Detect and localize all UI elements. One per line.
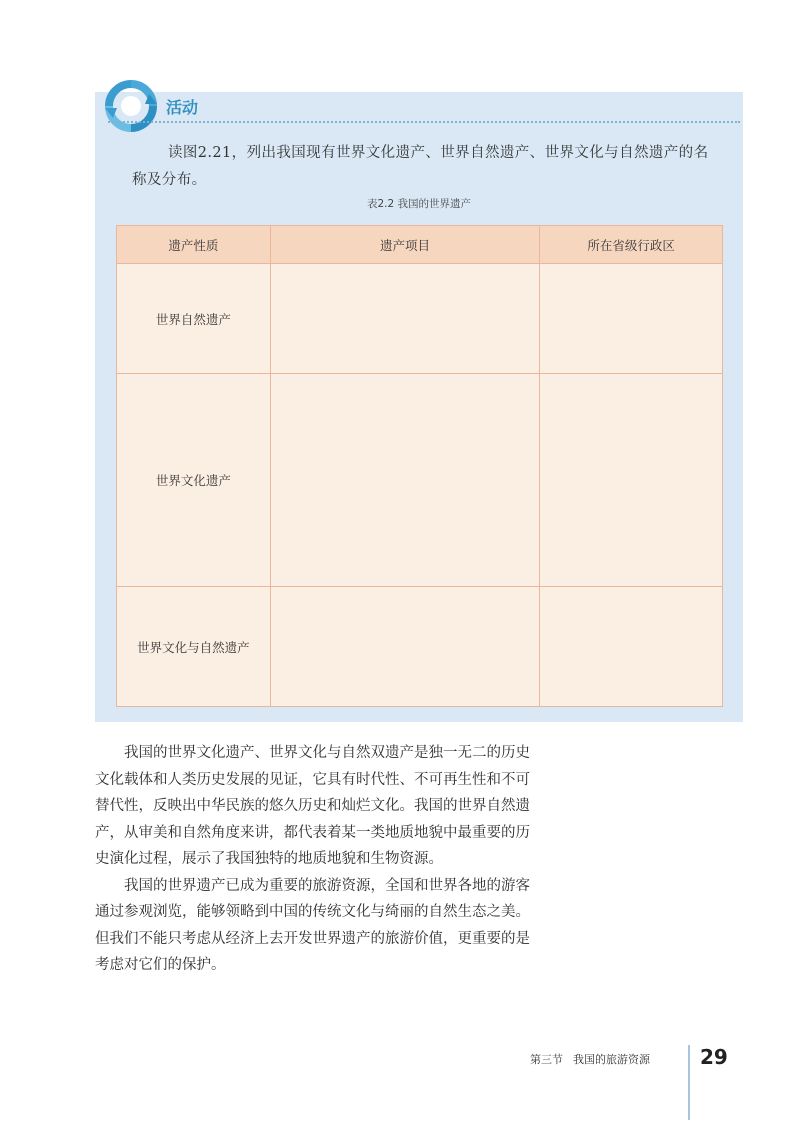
footer-section-title [530,1051,660,1067]
table-row [117,374,723,587]
blank-cell[interactable] [540,264,723,374]
table-caption: 表2.2 我国的世界遗产 [366,198,472,210]
blank-cell[interactable] [270,264,540,374]
blank-cell[interactable] [270,587,540,707]
dotted-divider [108,121,740,123]
header-heritage-items: 遗产项目 [270,226,540,264]
paragraph-1: 我国的世界文化遗产、世界文化与自然双遗产是独一无二的历史文化载体和人类历史发展的见证，它具有时代性、不可再生性和不可替代性，反映出中华民族的悠久历史和灿烂文化。我国的世界自然遗产，从审美和自然角度来讲，都代表着某一类地质地貌中最重要的历史演化过程，展示了我国独特的地质地貌和生物资源。 [95,745,530,867]
heritage-table [116,225,723,707]
footer-section-label: 第三节 [530,1053,563,1066]
activity-title: 活动 [166,98,199,117]
activity-cycle-icon [105,80,157,132]
blank-cell[interactable] [270,374,540,587]
row-type-cultural: 世界文化遗产 [117,374,271,587]
activity-instruction [132,140,722,194]
body-text [95,740,530,979]
header-province: 所在省级行政区 [540,226,723,264]
paragraph-2: 我国的世界遗产已成为重要的旅游资源，全国和世界各地的游客通过参观浏览，能够领略到中国的传统文化与绮丽的自然生态之美。但我们不能只考虑从经济上去开发世界遗产的旅游价值，更重要的是考虑对它们的保护。 [95,877,530,973]
row-type-natural: 世界自然遗产 [117,264,271,374]
instruction-text: 读图2.21，列出我国现有世界文化遗产、世界自然遗产、世界文化与自然遗产的名称及分布。 [132,145,709,188]
table-row [117,587,723,707]
footer-section-name: 我国的旅游资源 [573,1053,650,1066]
table-row [117,264,723,374]
row-type-mixed: 世界文化与自然遗产 [117,587,271,707]
blank-cell[interactable] [540,587,723,707]
header-heritage-type: 遗产性质 [117,226,271,264]
page-number: 29 [700,1045,728,1069]
table-header-row [117,226,723,264]
footer-divider [688,1045,690,1120]
blank-cell[interactable] [540,374,723,587]
